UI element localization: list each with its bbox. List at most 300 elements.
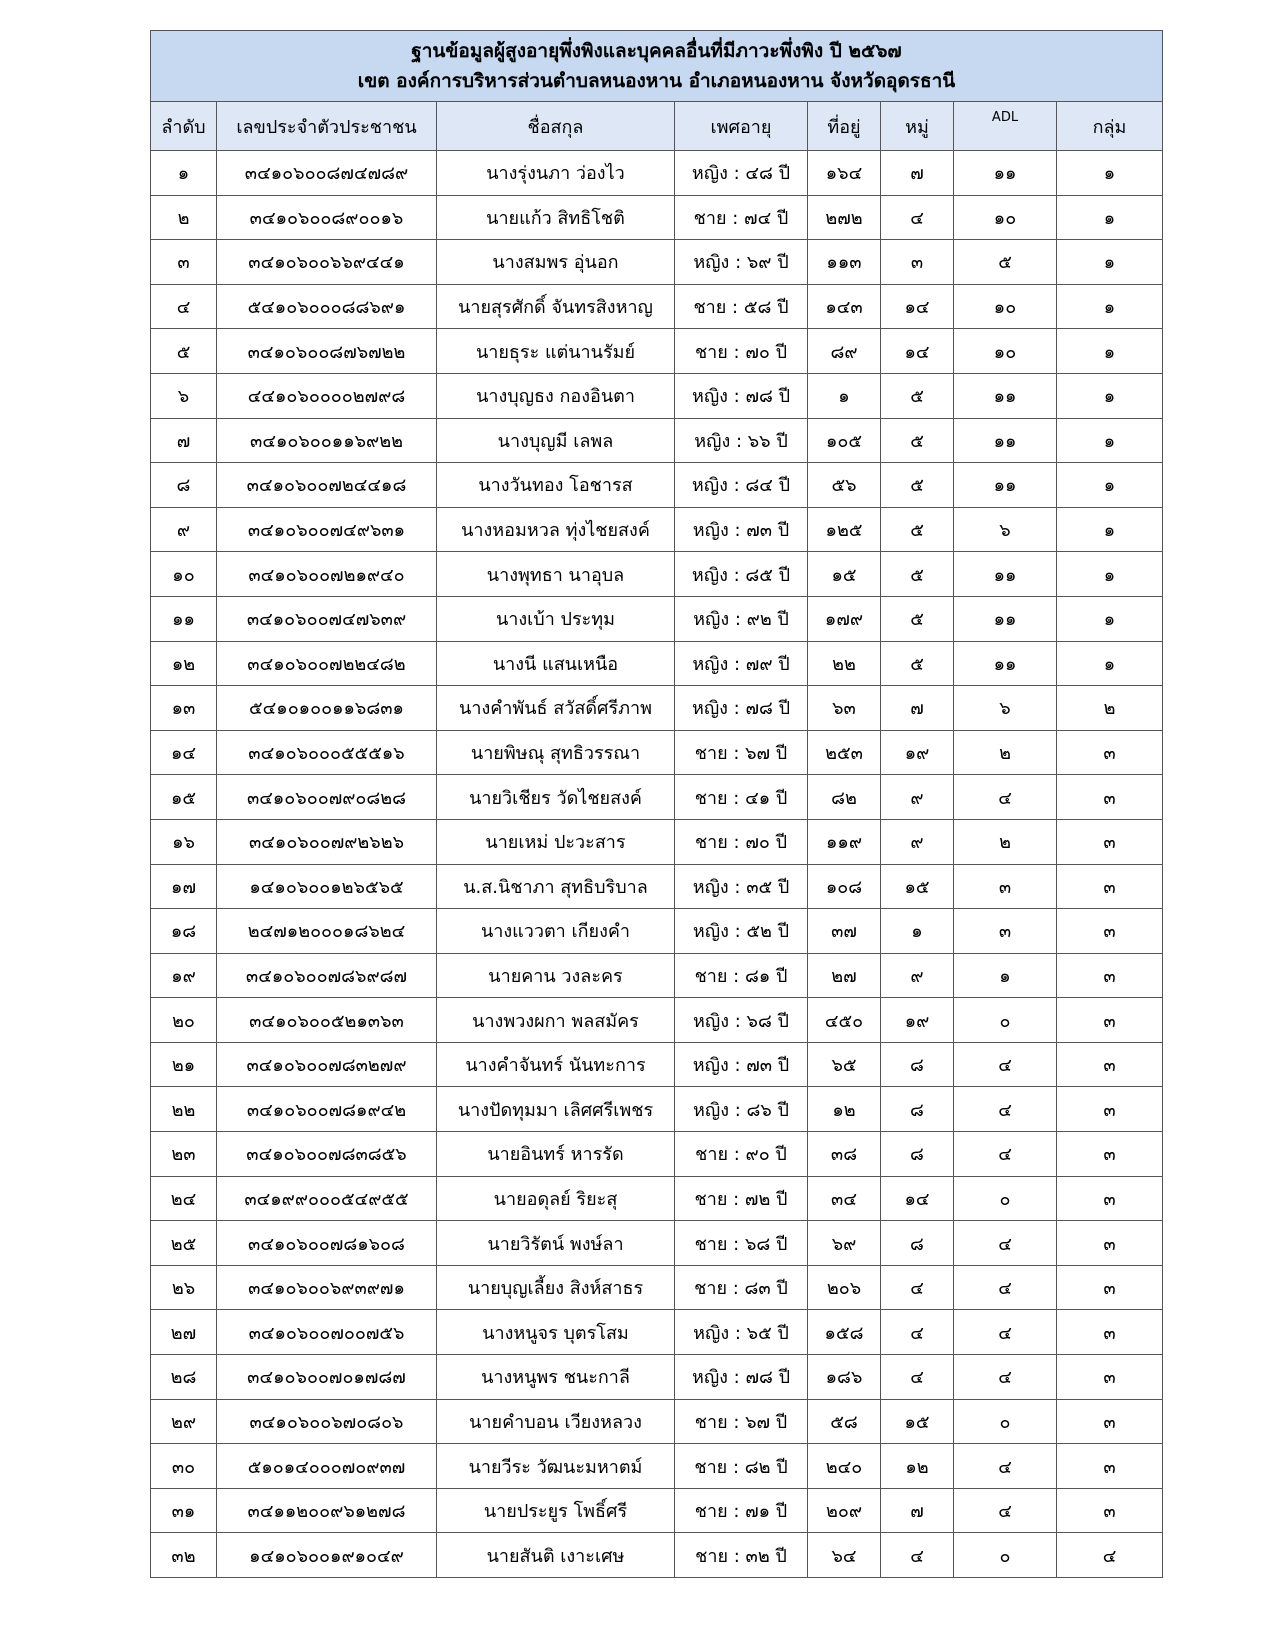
village-cell: ๘ [881, 1221, 954, 1266]
name-cell: นางวันทอง โอชารส [437, 463, 675, 508]
address-cell: ๑๕๘ [808, 1310, 881, 1355]
address-cell: ๖๓ [808, 686, 881, 731]
village-cell: ๔ [881, 1355, 954, 1400]
order-cell: ๑๖ [151, 819, 217, 864]
name-cell: นางรุ่งนภา ว่องไว [437, 151, 675, 196]
sex-age-cell: ชาย : ๖๗ ปี [675, 1399, 808, 1444]
table-row [151, 909, 1163, 954]
table-row [151, 1399, 1163, 1444]
address-cell: ๓๘ [808, 1132, 881, 1177]
sex-age-cell: ชาย : ๘๓ ปี [675, 1265, 808, 1310]
group-cell: ๓ [1057, 1399, 1163, 1444]
order-cell: ๑๙ [151, 953, 217, 998]
id-number-cell: ๓๔๑๐๖๐๐๖๖๙๔๔๑ [217, 240, 437, 285]
sex-age-cell: ชาย : ๓๒ ปี [675, 1533, 808, 1578]
table-row [151, 418, 1163, 463]
adl-cell: ๕ [954, 240, 1057, 285]
id-number-cell: ๓๔๑๐๖๐๐๗๙๐๘๒๘ [217, 775, 437, 820]
id-number-cell: ๓๔๑๐๖๐๐๕๒๑๓๖๓ [217, 998, 437, 1043]
group-cell: ๓ [1057, 819, 1163, 864]
id-number-cell: ๕๑๐๑๔๐๐๐๗๐๙๓๗ [217, 1444, 437, 1489]
group-cell: ๑ [1057, 596, 1163, 641]
order-cell: ๒๑ [151, 1042, 217, 1087]
name-cell: นายพิษณุ สุทธิวรรณา [437, 730, 675, 775]
order-cell: ๒๔ [151, 1176, 217, 1221]
sex-age-cell: ชาย : ๘๒ ปี [675, 1444, 808, 1489]
address-cell: ๖๕ [808, 1042, 881, 1087]
order-cell: ๓๐ [151, 1444, 217, 1489]
table-row [151, 195, 1163, 240]
village-cell: ๑๕ [881, 864, 954, 909]
name-cell: นายสันติ เงาะเศษ [437, 1533, 675, 1578]
order-cell: ๕ [151, 329, 217, 374]
address-cell: ๖๙ [808, 1221, 881, 1266]
adl-cell: ๔ [954, 1355, 1057, 1400]
table-row [151, 1533, 1163, 1578]
group-cell: ๑ [1057, 195, 1163, 240]
name-cell: นายคาน วงละคร [437, 953, 675, 998]
village-cell: ๗ [881, 151, 954, 196]
sex-age-cell: ชาย : ๘๑ ปี [675, 953, 808, 998]
table-row [151, 507, 1163, 552]
sex-age-cell: ชาย : ๙๐ ปี [675, 1132, 808, 1177]
table-row [151, 463, 1163, 508]
address-cell: ๔๕๐ [808, 998, 881, 1043]
address-cell: ๑๒๕ [808, 507, 881, 552]
address-cell: ๒๐๖ [808, 1265, 881, 1310]
sex-age-cell: ชาย : ๕๘ ปี [675, 284, 808, 329]
id-number-cell: ๓๔๑๐๖๐๐๗๙๒๖๒๖ [217, 819, 437, 864]
address-cell: ๓๔ [808, 1176, 881, 1221]
village-cell: ๑๔ [881, 284, 954, 329]
name-cell: นายบุญเลี้ยง สิงห์สาธร [437, 1265, 675, 1310]
adl-cell: ๔ [954, 1132, 1057, 1177]
order-cell: ๑๒ [151, 641, 217, 686]
village-cell: ๗ [881, 686, 954, 731]
adl-cell: ๑๑ [954, 373, 1057, 418]
id-number-cell: ๓๔๑๐๖๐๐๗๐๑๗๘๗ [217, 1355, 437, 1400]
table-row [151, 596, 1163, 641]
id-number-cell: ๓๔๑๐๖๐๐๖๗๐๘๐๖ [217, 1399, 437, 1444]
adl-cell: ๑ [954, 953, 1057, 998]
sex-age-cell: หญิง : ๖๖ ปี [675, 418, 808, 463]
order-cell: ๑๑ [151, 596, 217, 641]
village-cell: ๘ [881, 1042, 954, 1087]
group-cell: ๓ [1057, 1265, 1163, 1310]
group-cell: ๓ [1057, 1176, 1163, 1221]
id-number-cell: ๓๔๑๐๖๐๐๘๗๔๗๘๙ [217, 151, 437, 196]
address-cell: ๖๔ [808, 1533, 881, 1578]
order-cell: ๒๙ [151, 1399, 217, 1444]
sex-age-cell: หญิง : ๖๕ ปี [675, 1310, 808, 1355]
order-cell: ๗ [151, 418, 217, 463]
order-cell: ๒๖ [151, 1265, 217, 1310]
sex-age-cell: หญิง : ๔๘ ปี [675, 151, 808, 196]
adl-cell: ๓ [954, 864, 1057, 909]
address-cell: ๘๙ [808, 329, 881, 374]
order-cell: ๑๕ [151, 775, 217, 820]
header-sex-age: เพศอายุ [675, 102, 808, 151]
sex-age-cell: ชาย : ๔๑ ปี [675, 775, 808, 820]
name-cell: นางบุญธง กองอินตา [437, 373, 675, 418]
address-cell: ๕๖ [808, 463, 881, 508]
name-cell: นายสุรศักดิ์ จันทรสิงหาญ [437, 284, 675, 329]
village-cell: ๘ [881, 1132, 954, 1177]
table-row [151, 373, 1163, 418]
order-cell: ๑๐ [151, 552, 217, 597]
group-cell: ๑ [1057, 507, 1163, 552]
group-cell: ๑ [1057, 641, 1163, 686]
group-cell: ๓ [1057, 1221, 1163, 1266]
village-cell: ๑๒ [881, 1444, 954, 1489]
group-cell: ๓ [1057, 953, 1163, 998]
group-cell: ๓ [1057, 730, 1163, 775]
table-row [151, 730, 1163, 775]
name-cell: นายธุระ แต่นานรัมย์ [437, 329, 675, 374]
id-number-cell: ๓๔๑๐๖๐๐๗๘๓๒๗๙ [217, 1042, 437, 1087]
sex-age-cell: ชาย : ๗๒ ปี [675, 1176, 808, 1221]
address-cell: ๒๔๐ [808, 1444, 881, 1489]
adl-cell: ๑๑ [954, 552, 1057, 597]
sex-age-cell: หญิง : ๘๔ ปี [675, 463, 808, 508]
order-cell: ๒๕ [151, 1221, 217, 1266]
village-cell: ๔ [881, 1265, 954, 1310]
id-number-cell: ๓๔๑๐๖๐๐๗๔๙๖๓๑ [217, 507, 437, 552]
group-cell: ๓ [1057, 775, 1163, 820]
table-row [151, 953, 1163, 998]
table-row [151, 998, 1163, 1043]
village-cell: ๑๕ [881, 1399, 954, 1444]
table-row [151, 240, 1163, 285]
village-cell: ๕ [881, 373, 954, 418]
order-cell: ๑๘ [151, 909, 217, 954]
village-cell: ๙ [881, 819, 954, 864]
address-cell: ๒๕๓ [808, 730, 881, 775]
group-cell: ๓ [1057, 1488, 1163, 1533]
name-cell: นางเบ้า ประทุม [437, 596, 675, 641]
id-number-cell: ๓๔๑๐๖๐๐๘๗๖๗๒๒ [217, 329, 437, 374]
order-cell: ๙ [151, 507, 217, 552]
group-cell: ๑ [1057, 284, 1163, 329]
table-body [151, 151, 1163, 1578]
name-cell: นายวิรัตน์ พงษ์ลา [437, 1221, 675, 1266]
table-row [151, 1132, 1163, 1177]
header-group: กลุ่ม [1057, 102, 1163, 151]
village-cell: ๕ [881, 418, 954, 463]
sex-age-cell: ชาย : ๗๔ ปี [675, 195, 808, 240]
name-cell: นางพวงผกา พลสมัคร [437, 998, 675, 1043]
address-cell: ๑๔๓ [808, 284, 881, 329]
name-cell: นางนี แสนเหนือ [437, 641, 675, 686]
village-cell: ๕ [881, 641, 954, 686]
sex-age-cell: ชาย : ๗๑ ปี [675, 1488, 808, 1533]
adl-cell: ๑๑ [954, 418, 1057, 463]
sex-age-cell: หญิง : ๖๘ ปี [675, 998, 808, 1043]
sex-age-cell: ชาย : ๖๘ ปี [675, 1221, 808, 1266]
header-adl: ADL [954, 102, 1057, 151]
order-cell: ๑ [151, 151, 217, 196]
sex-age-cell: หญิง : ๙๒ ปี [675, 596, 808, 641]
name-cell: น.ส.นิชาภา สุทธิบริบาล [437, 864, 675, 909]
order-cell: ๒๐ [151, 998, 217, 1043]
name-cell: นางบุญมี เลพล [437, 418, 675, 463]
header-id-number: เลขประจำตัวประชาชน [217, 102, 437, 151]
group-cell: ๓ [1057, 1042, 1163, 1087]
name-cell: นายคำบอน เวียงหลวง [437, 1399, 675, 1444]
table-row [151, 1355, 1163, 1400]
group-cell: ๓ [1057, 1087, 1163, 1132]
header-address: ที่อยู่ [808, 102, 881, 151]
order-cell: ๓๒ [151, 1533, 217, 1578]
order-cell: ๑๔ [151, 730, 217, 775]
id-number-cell: ๓๔๑๐๖๐๐๗๘๖๙๘๗ [217, 953, 437, 998]
name-cell: นายวีระ วัฒนะมหาตม์ [437, 1444, 675, 1489]
header-order: ลำดับ [151, 102, 217, 151]
village-cell: ๕ [881, 596, 954, 641]
elderly-database-table [150, 30, 1163, 1578]
group-cell: ๓ [1057, 1355, 1163, 1400]
id-number-cell: ๒๔๗๑๒๐๐๐๑๘๖๒๔ [217, 909, 437, 954]
table-row [151, 1176, 1163, 1221]
table-row [151, 1087, 1163, 1132]
header-village: หมู่ [881, 102, 954, 151]
adl-cell: ๔ [954, 1087, 1057, 1132]
table-row [151, 641, 1163, 686]
adl-cell: ๓ [954, 909, 1057, 954]
order-cell: ๒ [151, 195, 217, 240]
address-cell: ๒๐๙ [808, 1488, 881, 1533]
name-cell: นายอินทร์ หารรัด [437, 1132, 675, 1177]
title-line-2: เขต องค์การบริหารส่วนตำบลหนองหาน อำเภอหนองหาน จังหวัดอุดรธานี [357, 70, 956, 92]
name-cell: นายอดุลย์ ริยะสุ [437, 1176, 675, 1221]
adl-cell: ๔ [954, 1488, 1057, 1533]
id-number-cell: ๕๔๑๐๑๐๐๑๑๖๘๓๑ [217, 686, 437, 731]
adl-cell: ๔ [954, 775, 1057, 820]
group-cell: ๑ [1057, 240, 1163, 285]
table-row [151, 1488, 1163, 1533]
sex-age-cell: หญิง : ๗๙ ปี [675, 641, 808, 686]
adl-cell: ๔ [954, 1221, 1057, 1266]
sex-age-cell: หญิง : ๗๓ ปี [675, 1042, 808, 1087]
order-cell: ๓ [151, 240, 217, 285]
village-cell: ๔ [881, 195, 954, 240]
group-cell: ๑ [1057, 151, 1163, 196]
group-cell: ๑ [1057, 329, 1163, 374]
adl-cell: ๒ [954, 730, 1057, 775]
adl-cell: ๑๑ [954, 596, 1057, 641]
village-cell: ๕ [881, 463, 954, 508]
group-cell: ๓ [1057, 909, 1163, 954]
title-line-1: ฐานข้อมูลผู้สูงอายุพึ่งพิงและบุคคลอื่นที่มีภาวะพึ่งพิง ปี ๒๕๖๗ [411, 40, 902, 62]
village-cell: ๑ [881, 909, 954, 954]
group-cell: ๑ [1057, 552, 1163, 597]
group-cell: ๑ [1057, 373, 1163, 418]
id-number-cell: ๑๔๑๐๖๐๐๑๒๖๕๖๕ [217, 864, 437, 909]
id-number-cell: ๔๔๑๐๖๐๐๐๐๒๗๙๘ [217, 373, 437, 418]
group-cell: ๓ [1057, 1132, 1163, 1177]
id-number-cell: ๓๔๑๙๙๐๐๐๕๔๙๕๕ [217, 1176, 437, 1221]
id-number-cell: ๓๔๑๐๖๐๐๗๘๑๖๐๘ [217, 1221, 437, 1266]
village-cell: ๘ [881, 1087, 954, 1132]
header-row [151, 102, 1163, 151]
address-cell: ๑๑๓ [808, 240, 881, 285]
order-cell: ๒๓ [151, 1132, 217, 1177]
id-number-cell: ๓๔๑๐๖๐๐๗๔๗๖๓๙ [217, 596, 437, 641]
sex-age-cell: หญิง : ๘๖ ปี [675, 1087, 808, 1132]
adl-cell: ๑๐ [954, 329, 1057, 374]
id-number-cell: ๓๔๑๐๖๐๐๖๙๓๙๗๑ [217, 1265, 437, 1310]
sex-age-cell: หญิง : ๓๕ ปี [675, 864, 808, 909]
header-full-name: ชื่อสกุล [437, 102, 675, 151]
id-number-cell: ๓๔๑๐๖๐๐๐๕๕๕๑๖ [217, 730, 437, 775]
id-number-cell: ๓๔๑๐๖๐๐๘๙๐๐๑๖ [217, 195, 437, 240]
village-cell: ๑๙ [881, 730, 954, 775]
address-cell: ๒๗ [808, 953, 881, 998]
adl-cell: ๑๐ [954, 195, 1057, 240]
adl-cell: ๐ [954, 1399, 1057, 1444]
name-cell: นางคำจันทร์ นันทะการ [437, 1042, 675, 1087]
village-cell: ๔ [881, 1533, 954, 1578]
name-cell: นายเหม่ ปะวะสาร [437, 819, 675, 864]
group-cell: ๑ [1057, 418, 1163, 463]
group-cell: ๓ [1057, 1444, 1163, 1489]
id-number-cell: ๓๔๑๐๖๐๐๑๑๖๙๒๒ [217, 418, 437, 463]
table-row [151, 1265, 1163, 1310]
address-cell: ๑๘๖ [808, 1355, 881, 1400]
id-number-cell: ๓๔๑๑๒๐๐๙๖๑๒๗๘ [217, 1488, 437, 1533]
adl-cell: ๑๑ [954, 463, 1057, 508]
order-cell: ๔ [151, 284, 217, 329]
table-row [151, 151, 1163, 196]
adl-cell: ๖ [954, 507, 1057, 552]
order-cell: ๑๗ [151, 864, 217, 909]
address-cell: ๑๐๘ [808, 864, 881, 909]
name-cell: นางคำพันธ์ สวัสดิ์ศรีภาพ [437, 686, 675, 731]
name-cell: นางพุทธา นาอุบล [437, 552, 675, 597]
address-cell: ๑ [808, 373, 881, 418]
order-cell: ๓๑ [151, 1488, 217, 1533]
village-cell: ๓ [881, 240, 954, 285]
address-cell: ๑๐๕ [808, 418, 881, 463]
name-cell: นางปัดทุมมา เลิศศรีเพชร [437, 1087, 675, 1132]
name-cell: นางหนูพร ชนะกาลี [437, 1355, 675, 1400]
table-row [151, 1042, 1163, 1087]
table-row [151, 329, 1163, 374]
group-cell: ๓ [1057, 864, 1163, 909]
sex-age-cell: หญิง : ๗๓ ปี [675, 507, 808, 552]
village-cell: ๗ [881, 1488, 954, 1533]
sex-age-cell: หญิง : ๗๘ ปี [675, 1355, 808, 1400]
id-number-cell: ๓๔๑๐๖๐๐๗๒๔๔๑๘ [217, 463, 437, 508]
document-page [150, 30, 1162, 1578]
table-row [151, 1310, 1163, 1355]
name-cell: นางแววตา เกียงคำ [437, 909, 675, 954]
adl-cell: ๔ [954, 1265, 1057, 1310]
order-cell: ๒๗ [151, 1310, 217, 1355]
id-number-cell: ๓๔๑๐๖๐๐๗๒๑๙๔๐ [217, 552, 437, 597]
group-cell: ๑ [1057, 463, 1163, 508]
village-cell: ๔ [881, 1310, 954, 1355]
sex-age-cell: หญิง : ๕๒ ปี [675, 909, 808, 954]
name-cell: นางหนูจร บุตรโสม [437, 1310, 675, 1355]
order-cell: ๘ [151, 463, 217, 508]
id-number-cell: ๓๔๑๐๖๐๐๗๒๒๔๘๒ [217, 641, 437, 686]
address-cell: ๓๗ [808, 909, 881, 954]
name-cell: นางสมพร อุ่นอก [437, 240, 675, 285]
address-cell: ๑๑๙ [808, 819, 881, 864]
id-number-cell: ๕๔๑๐๖๐๐๐๘๘๖๙๑ [217, 284, 437, 329]
sex-age-cell: หญิง : ๗๘ ปี [675, 373, 808, 418]
adl-cell: ๐ [954, 1176, 1057, 1221]
table-row [151, 552, 1163, 597]
id-number-cell: ๓๔๑๐๖๐๐๗๘๑๙๔๒ [217, 1087, 437, 1132]
table-row [151, 864, 1163, 909]
adl-cell: ๖ [954, 686, 1057, 731]
group-cell: ๒ [1057, 686, 1163, 731]
table-row [151, 775, 1163, 820]
group-cell: ๓ [1057, 998, 1163, 1043]
name-cell: นายแก้ว สิทธิโชติ [437, 195, 675, 240]
name-cell: นางหอมหวล ทุ่งไชยสงค์ [437, 507, 675, 552]
address-cell: ๑๖๔ [808, 151, 881, 196]
sex-age-cell: หญิง : ๘๕ ปี [675, 552, 808, 597]
village-cell: ๑๔ [881, 329, 954, 374]
adl-cell: ๔ [954, 1310, 1057, 1355]
sex-age-cell: หญิง : ๗๘ ปี [675, 686, 808, 731]
order-cell: ๑๓ [151, 686, 217, 731]
sex-age-cell: หญิง : ๖๙ ปี [675, 240, 808, 285]
id-number-cell: ๓๔๑๐๖๐๐๗๐๐๗๕๖ [217, 1310, 437, 1355]
adl-cell: ๐ [954, 1533, 1057, 1578]
adl-cell: ๐ [954, 998, 1057, 1043]
village-cell: ๑๙ [881, 998, 954, 1043]
group-cell: ๓ [1057, 1310, 1163, 1355]
sex-age-cell: ชาย : ๗๐ ปี [675, 329, 808, 374]
table-row [151, 819, 1163, 864]
sex-age-cell: ชาย : ๖๗ ปี [675, 730, 808, 775]
village-cell: ๙ [881, 775, 954, 820]
sex-age-cell: ชาย : ๗๐ ปี [675, 819, 808, 864]
village-cell: ๙ [881, 953, 954, 998]
adl-cell: ๔ [954, 1444, 1057, 1489]
address-cell: ๕๘ [808, 1399, 881, 1444]
address-cell: ๒๒ [808, 641, 881, 686]
table-row [151, 1444, 1163, 1489]
table-row [151, 284, 1163, 329]
address-cell: ๑๒ [808, 1087, 881, 1132]
village-cell: ๕ [881, 507, 954, 552]
id-number-cell: ๓๔๑๐๖๐๐๗๘๓๘๕๖ [217, 1132, 437, 1177]
group-cell: ๔ [1057, 1533, 1163, 1578]
id-number-cell: ๑๔๑๐๖๐๐๑๙๑๐๔๙ [217, 1533, 437, 1578]
address-cell: ๒๗๒ [808, 195, 881, 240]
table-row [151, 686, 1163, 731]
order-cell: ๒๒ [151, 1087, 217, 1132]
village-cell: ๑๔ [881, 1176, 954, 1221]
table-title [151, 31, 1163, 102]
order-cell: ๒๘ [151, 1355, 217, 1400]
village-cell: ๕ [881, 552, 954, 597]
address-cell: ๑๗๙ [808, 596, 881, 641]
address-cell: ๘๒ [808, 775, 881, 820]
adl-cell: ๑๐ [954, 284, 1057, 329]
adl-cell: ๔ [954, 1042, 1057, 1087]
name-cell: นายประยูร โพธิ์ศรี [437, 1488, 675, 1533]
address-cell: ๑๕ [808, 552, 881, 597]
adl-cell: ๑๑ [954, 641, 1057, 686]
order-cell: ๖ [151, 373, 217, 418]
adl-cell: ๒ [954, 819, 1057, 864]
